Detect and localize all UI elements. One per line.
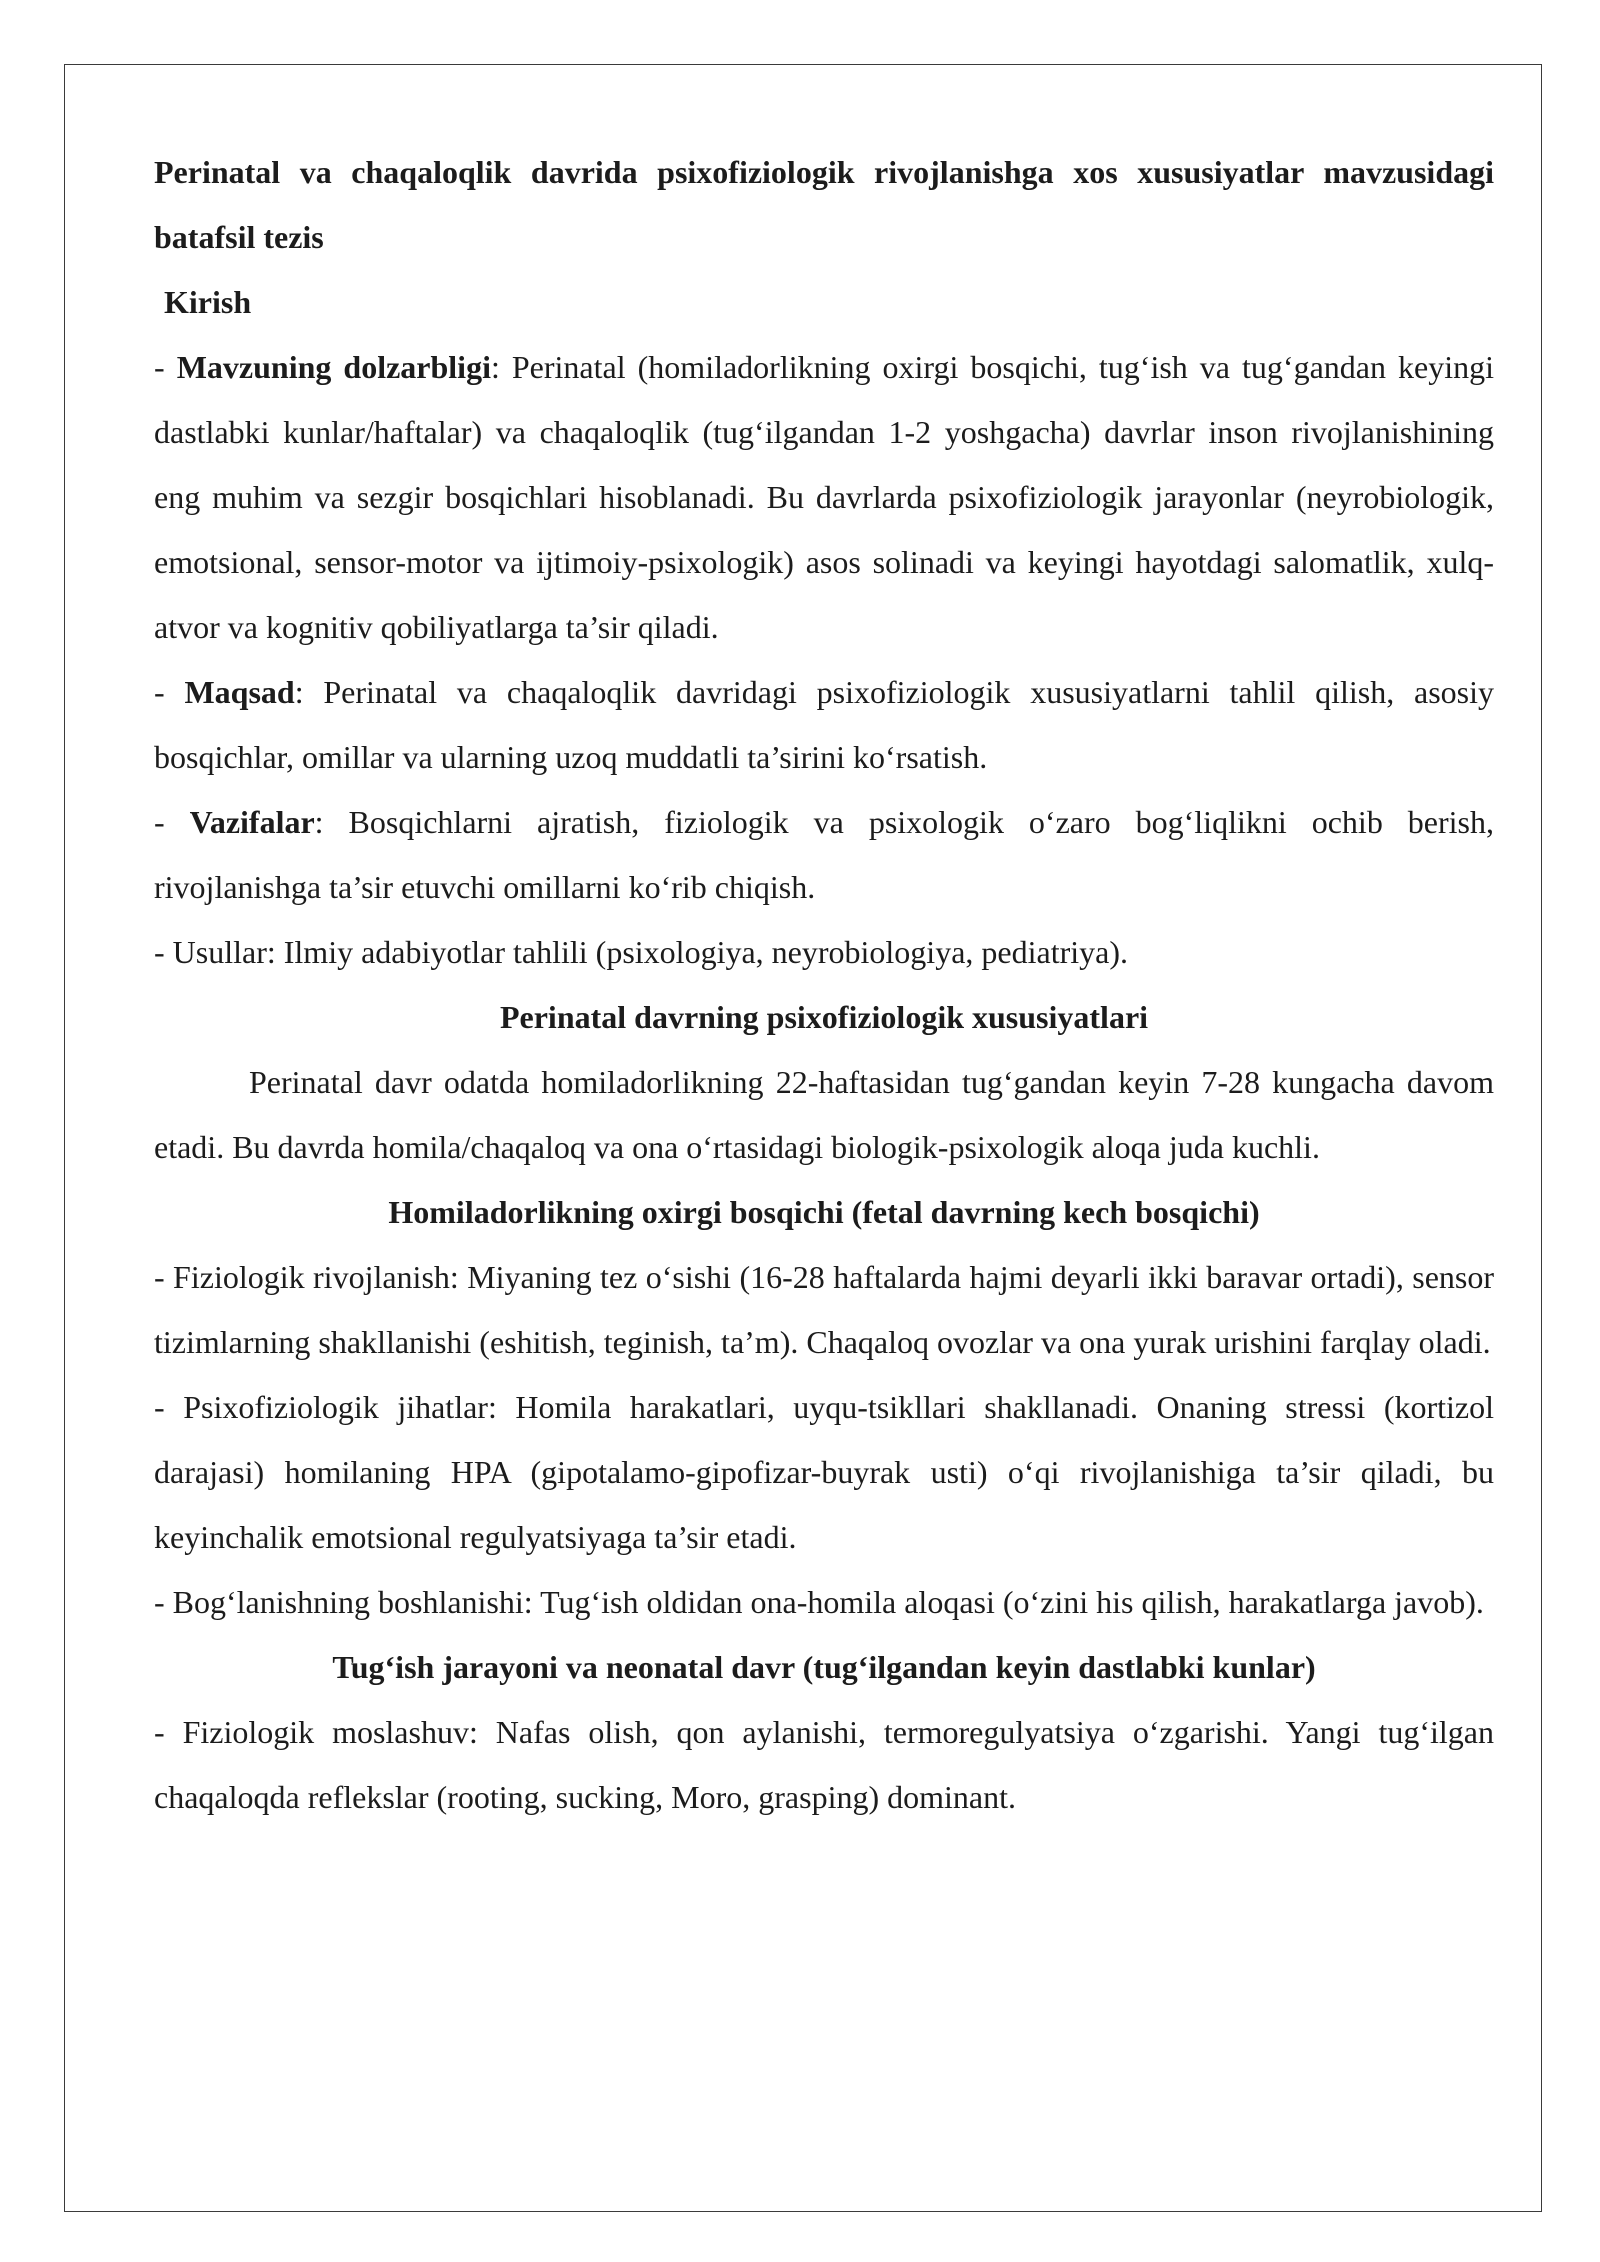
list-item: - Psixofiziologik jihatlar: Homila harakatlari, uyqu-tsikllari shakllanadi. Onaning stressi (kortizol darajasi) homilaning HPA (gipotalamo-gipofizar-buyrak usti) o‘qi rivojlanishiga ta’sir qiladi, bu keyinchalik emotsional regulyatsiyaga ta’sir etadi.	[154, 1389, 1494, 1555]
relevance-text: : Perinatal (homiladorlikning oxirgi bosqichi, tug‘ish va tug‘gandan keyingi dastlabki kunlar/haftalar) va chaqaloqlik (tug‘ilgandan 1-2 yoshgacha) davrlar inson rivojlanishining eng muhim va sezgir bosqichlari hisoblanadi. Bu davrlarda psixofiziologik jarayonlar (neyrobiologik, emotsional, sensor-motor va ijtimoiy-psixologik) asos solinadi va keyingi hayotdagi salomatlik, xulq-atvor va kognitiv qobiliyatlarga ta’sir qiladi.	[154, 349, 1495, 645]
goal-paragraph	[154, 660, 1494, 790]
list-item: - Bog‘lanishning boshlanishi: Tug‘ish oldidan ona-homila aloqasi (o‘zini his qilish, harakatlarga javob).	[154, 1584, 1484, 1620]
section-heading-perinatal: Perinatal davrning psixofiziologik xususiyatlari	[499, 999, 1149, 1035]
goal-prefix: -	[154, 674, 185, 710]
relevance-paragraph	[154, 335, 1494, 660]
tasks-prefix: -	[154, 804, 190, 840]
relevance-prefix: -	[154, 349, 177, 385]
goal-label: Maqsad	[184, 674, 295, 710]
tasks-paragraph	[154, 790, 1494, 920]
section-heading-neonatal: Tug‘ish jarayoni va neonatal davr (tug‘ilgandan keyin dastlabki kunlar)	[332, 1649, 1316, 1685]
goal-text: : Perinatal va chaqaloqlik davridagi psixofiziologik xususiyatlarni tahlil qilish, asosiy bosqichlar, omillar va ularning uzoq muddatli ta’sirini ko‘rsatish.	[154, 674, 1495, 775]
section-text-perinatal: Perinatal davr odatda homiladorlikning 22-haftasidan tug‘gandan keyin 7-28 kungacha davom etadi. Bu davrda homila/chaqaloq va ona o‘rtasidagi biologik-psixologik aloqa juda kuchli.	[154, 1064, 1494, 1165]
methods-paragraph: - Usullar: Ilmiy adabiyotlar tahlili (psixologiya, neyrobiologiya, pediatriya).	[154, 934, 1128, 970]
intro-heading: Kirish	[164, 284, 252, 320]
document-body	[154, 140, 1494, 1830]
document-title: Perinatal va chaqaloqlik davrida psixofiziologik rivojlanishga xos xususiyatlar mavzusidagi batafsil tezis	[154, 154, 1494, 255]
tasks-label: Vazifalar	[189, 804, 315, 840]
relevance-label: Mavzuning dolzarbligi	[176, 349, 491, 385]
list-item: - Fiziologik moslashuv: Nafas olish, qon aylanishi, termoregulyatsiya o‘zgarishi. Yangi tug‘ilgan chaqaloqda reflekslar (rooting, sucking, Moro, grasping) dominant.	[154, 1714, 1494, 1815]
section-heading-fetal: Homiladorlikning oxirgi bosqichi (fetal davrning kech bosqichi)	[388, 1194, 1260, 1230]
list-item: - Fiziologik rivojlanish: Miyaning tez o‘sishi (16-28 haftalarda hajmi deyarli ikki baravar ortadi), sensor tizimlarning shakllanishi (eshitish, teginish, ta’m). Chaqaloq ovozlar va ona yurak urishini farqlay oladi.	[154, 1259, 1494, 1360]
tasks-text: : Bosqichlarni ajratish, fiziologik va psixologik o‘zaro bog‘liqlikni ochib berish, rivojlanishga ta’sir etuvchi omillarni ko‘rib chiqish.	[154, 804, 1494, 905]
